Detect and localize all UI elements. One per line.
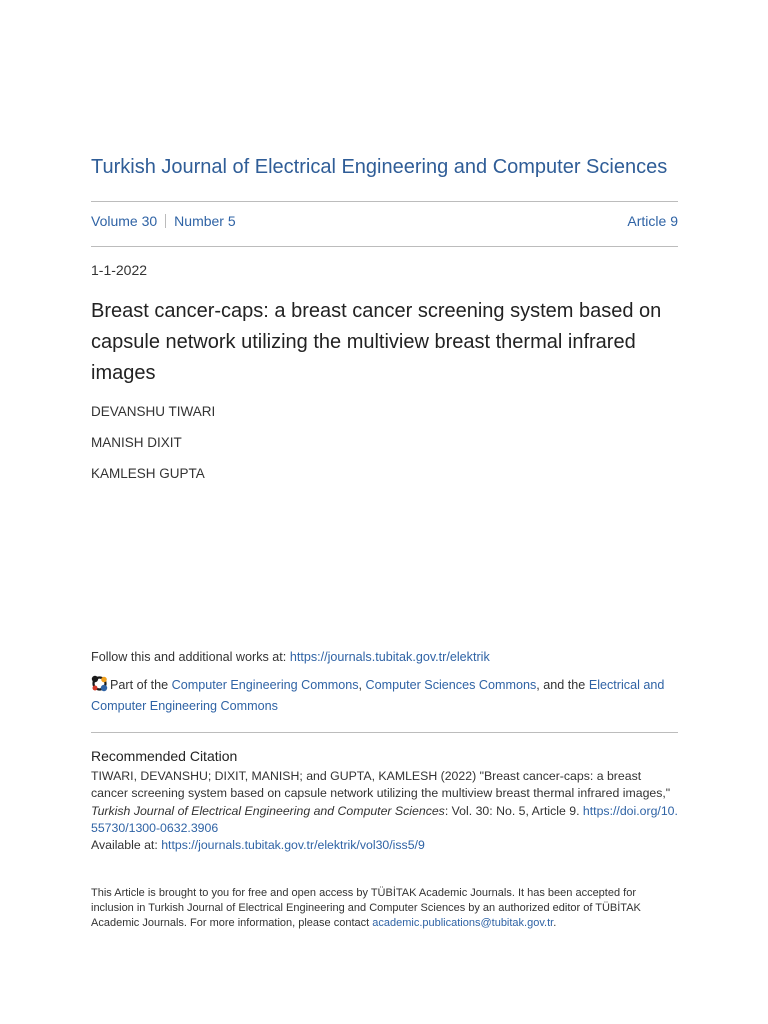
- available-label: Available at:: [91, 838, 162, 853]
- electrical-computer-engineering-commons-link[interactable]: Electrical and Computer Engineering Commons: [91, 678, 665, 713]
- article-link[interactable]: Article 9: [627, 213, 678, 229]
- part-of-and-the: , and the: [536, 678, 589, 692]
- computer-engineering-commons-link[interactable]: Computer Engineering Commons: [171, 678, 359, 692]
- notice-end: .: [553, 917, 557, 929]
- volume-link[interactable]: Volume 30: [91, 213, 158, 229]
- follow-text: Follow this and additional works at:: [91, 650, 290, 664]
- journal-title[interactable]: Turkish Journal of Electrical Engineering and Computer Sciences: [91, 156, 668, 178]
- author-3: KAMLESH GUPTA: [91, 466, 205, 481]
- part-of-comma: ,: [358, 678, 366, 692]
- author-2: MANISH DIXIT: [91, 435, 182, 450]
- citation-journal: Turkish Journal of Electrical Engineering and Computer Sciences: [91, 803, 445, 818]
- part-of-prefix: Part of the: [110, 678, 172, 692]
- author-1: DEVANSHU TIWARI: [91, 404, 216, 419]
- number-link[interactable]: Number 5: [174, 213, 236, 229]
- issue-separator: [165, 214, 166, 228]
- doi-link[interactable]: https://doi.org/10.55730/1300-0632.3906: [91, 803, 678, 835]
- notice-text: This Article is brought to you for free and open access by TÜBİTAK Academic Journals. It has been accepted for inclusion in Turkish Journal of Electrical Engineering and Computer Sciences by an authorized editor of TÜBİTAK Academic Journals. For more information, please contact: [91, 887, 641, 929]
- recommended-citation-heading: Recommended Citation: [91, 748, 238, 764]
- citation-volume: : Vol. 30: No. 5, Article 9.: [444, 803, 583, 818]
- article-title: Breast cancer-caps: a breast cancer screening system based on capsule network utilizing the multiview breast thermal infrared images: [91, 300, 662, 384]
- issue-row: [91, 213, 678, 229]
- computer-sciences-commons-link[interactable]: Computer Sciences Commons: [365, 678, 537, 692]
- follow-line: [91, 650, 490, 664]
- bepress-network-icon: [91, 675, 108, 692]
- divider-top: [91, 201, 678, 202]
- divider-bottom: [91, 732, 678, 733]
- contact-email-link[interactable]: academic.publications@tubitak.gov.tr: [372, 917, 554, 929]
- citation-text: TIWARI, DEVANSHU; DIXIT, MANISH; and GUPTA, KAMLESH (2022) "Breast cancer-caps: a breast cancer screening system based on capsule network utilizing the multiview breast thermal infrared images,": [91, 769, 671, 801]
- publication-date: 1-1-2022: [91, 262, 148, 278]
- available-url-link[interactable]: https://journals.tubitak.gov.tr/elektrik/vol30/iss5/9: [161, 838, 425, 853]
- follow-url-link[interactable]: https://journals.tubitak.gov.tr/elektrik: [289, 650, 490, 664]
- citation-block: [91, 768, 681, 854]
- access-notice: [91, 886, 681, 931]
- part-of-line: [91, 675, 681, 717]
- divider-middle: [91, 246, 678, 247]
